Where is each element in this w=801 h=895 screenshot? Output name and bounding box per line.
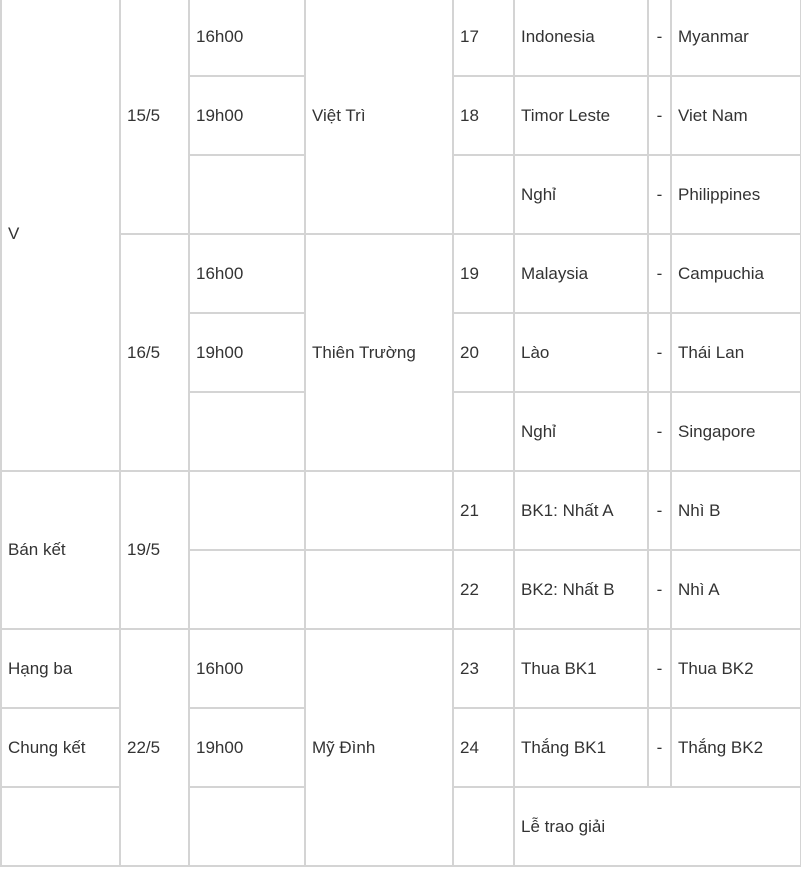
away-team-cell: Viet Nam [671,76,801,155]
match-number-cell: 17 [453,0,514,76]
separator-cell: - [648,550,671,629]
round-cell: V [1,0,120,471]
match-number-cell [453,392,514,471]
time-cell [189,155,305,234]
home-team-cell: Lào [514,313,648,392]
home-team-cell: Nghỉ [514,392,648,471]
away-team-cell: Thua BK2 [671,629,801,708]
round-cell: Bán kết [1,471,120,629]
venue-cell: Thiên Trường [305,234,453,471]
match-number-cell: 19 [453,234,514,313]
away-team-cell: Thái Lan [671,313,801,392]
separator-cell: - [648,471,671,550]
separator-cell: - [648,392,671,471]
ceremony-cell: Lễ trao giải [514,787,801,866]
match-number-cell: 24 [453,708,514,787]
separator-cell: - [648,76,671,155]
separator-cell: - [648,155,671,234]
away-team-cell: Myanmar [671,0,801,76]
venue-cell [305,550,453,629]
date-cell: 19/5 [120,471,189,629]
time-cell: 16h00 [189,0,305,76]
table-row [1,0,801,76]
round-cell [1,787,120,866]
match-number-cell: 21 [453,471,514,550]
separator-cell: - [648,708,671,787]
home-team-cell: BK2: Nhất B [514,550,648,629]
time-cell: 19h00 [189,76,305,155]
time-cell: 19h00 [189,313,305,392]
venue-cell: Việt Trì [305,0,453,234]
round-cell: Hạng ba [1,629,120,708]
home-team-cell: Thắng BK1 [514,708,648,787]
home-team-cell: Malaysia [514,234,648,313]
separator-cell: - [648,0,671,76]
time-cell [189,471,305,550]
date-cell: 22/5 [120,629,189,866]
home-team-cell: Thua BK1 [514,629,648,708]
table-row [1,234,801,313]
home-team-cell: BK1: Nhất A [514,471,648,550]
time-cell [189,392,305,471]
separator-cell: - [648,234,671,313]
venue-cell: Mỹ Đình [305,629,453,866]
time-cell [189,787,305,866]
table-row [1,629,801,708]
separator-cell: - [648,313,671,392]
date-cell: 16/5 [120,234,189,471]
date-cell: 15/5 [120,0,189,234]
match-number-cell: 18 [453,76,514,155]
home-team-cell: Indonesia [514,0,648,76]
venue-cell [305,471,453,550]
away-team-cell: Singapore [671,392,801,471]
away-team-cell: Thắng BK2 [671,708,801,787]
match-number-cell [453,155,514,234]
away-team-cell: Nhì B [671,471,801,550]
table-row [1,471,801,550]
time-cell: 16h00 [189,629,305,708]
round-cell: Chung kết [1,708,120,787]
time-cell: 16h00 [189,234,305,313]
away-team-cell: Campuchia [671,234,801,313]
match-number-cell [453,787,514,866]
time-cell: 19h00 [189,708,305,787]
match-number-cell: 22 [453,550,514,629]
separator-cell: - [648,629,671,708]
match-number-cell: 23 [453,629,514,708]
away-team-cell: Philippines [671,155,801,234]
match-number-cell: 20 [453,313,514,392]
home-team-cell: Nghỉ [514,155,648,234]
away-team-cell: Nhì A [671,550,801,629]
home-team-cell: Timor Leste [514,76,648,155]
time-cell [189,550,305,629]
